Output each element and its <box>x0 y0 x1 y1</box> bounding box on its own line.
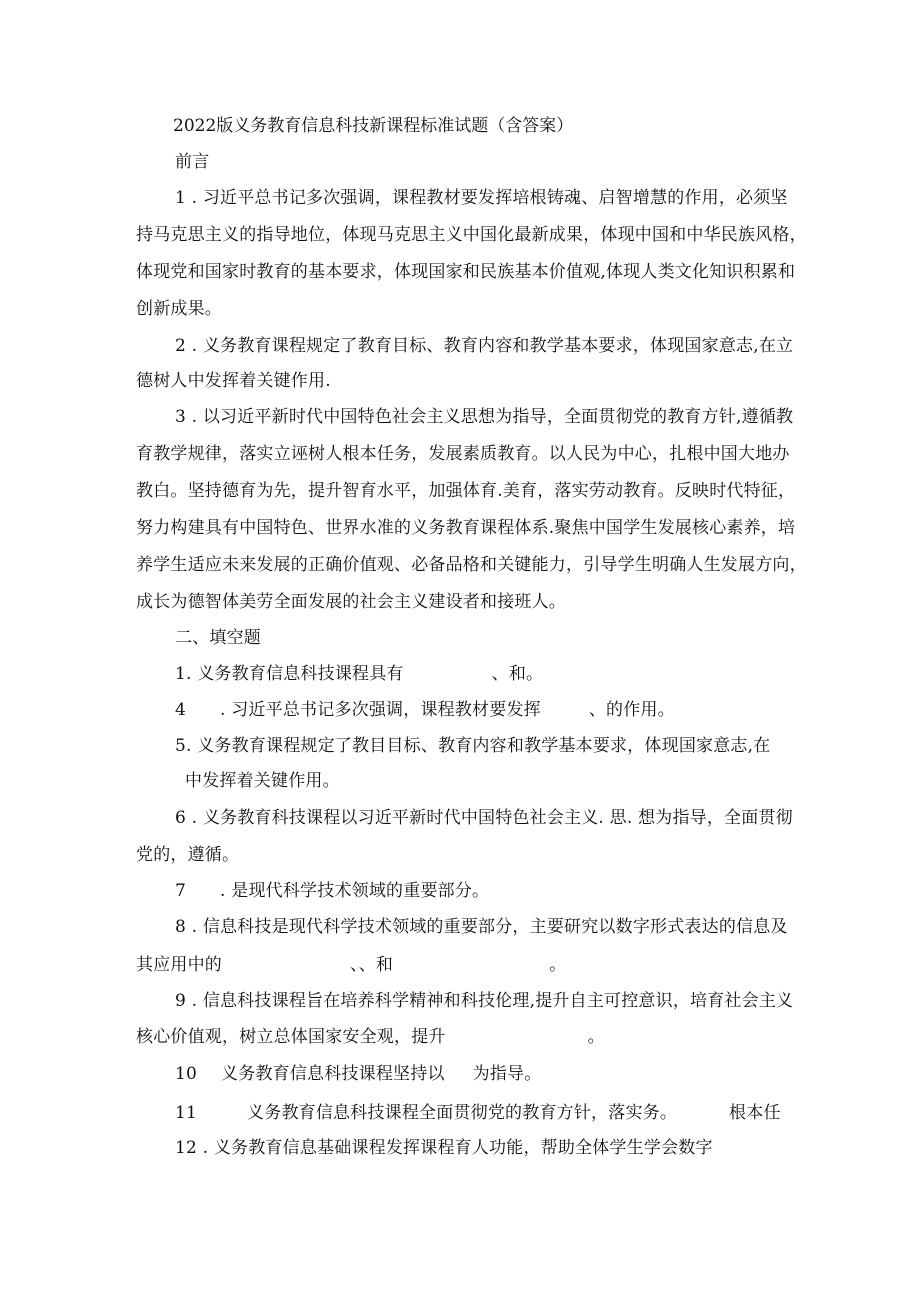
preface-p1-line4: 创新成果。 <box>136 299 222 319</box>
preface-p3-line5: 养学生适应未来发展的正确价值观、必备品格和关键能力，引导学生明确人生发展方向， <box>136 555 807 575</box>
question-8-line1: 8 . 信息科技是现代科学技术领域的重要部分，主要研究以数字形式表达的信息及 <box>175 917 788 937</box>
preface-p3-line1: 3 . 以习近平新时代中国特色社会主义思想为指导，全面贯彻党的教育方针,遵循教 <box>175 407 794 427</box>
question-11-number: 11 <box>175 1103 198 1123</box>
question-9-line1: 9 . 信息科技课程旨在培养科学精神和科技伦理,提升自主可控意识，培育社会主义 <box>175 991 794 1011</box>
preface-p1-line3: 体现党和国家时教育的基本要求，体现国家和民族基本价值观,体现人类文化知识积累和 <box>136 262 796 282</box>
question-8-middle: 、、和 <box>350 955 394 975</box>
question-9-text: 核心价值观，树立总体国家安全观，提升 <box>136 1027 446 1047</box>
question-6-line2: 党的，遵循。 <box>136 845 240 865</box>
document-title: 2022版义务教育信息科技新课程标准试题（含答案） <box>173 116 574 136</box>
question-5-line1: 5. 义务教育课程规定了教目目标、教育内容和教学基本要求，体现国家意志,在 <box>175 736 771 756</box>
question-7-text: . 是现代科学技术领域的重要部分。 <box>220 881 490 901</box>
question-9-line2 <box>136 1027 605 1047</box>
preface-p3-line4: 努力构建具有中国特色、世界水准的义务教育课程体系.聚焦中国学生发展核心素养，培 <box>136 518 796 538</box>
question-8-line2 <box>136 955 566 975</box>
preface-p1-line1: 1 . 习近平总书记多次强调，课程教材要发挥培根铸魂、启智增慧的作用，必须坚 <box>175 188 788 208</box>
question-5-line2: 中发挥着关键作用。 <box>185 771 340 791</box>
question-4-tail: 、的作用。 <box>588 700 675 720</box>
question-10-text: 义务教育信息科技课程坚持以 <box>221 1064 445 1084</box>
preface-heading: 前言 <box>175 152 210 172</box>
question-8-end: 。 <box>549 955 567 975</box>
question-7-number: 7 <box>175 881 187 901</box>
question-10 <box>175 1064 541 1084</box>
preface-p1-line2: 持马克思主义的指导地位，体现马克思主义中国化最新成果，体现中国和中华民族风格， <box>136 225 807 245</box>
question-11-tail: 根本任 <box>729 1103 781 1123</box>
section2-heading: 二、填空题 <box>175 628 261 648</box>
question-11-text: 义务教育信息科技课程全面贯彻党的教育方针，落实务。 <box>247 1103 678 1123</box>
question-4-text: . 习近平总书记多次强调，课程教材要发挥 <box>220 700 541 720</box>
question-4-number: 4 <box>175 700 187 720</box>
question-8-text: 其应用中的 <box>136 955 222 975</box>
question-10-tail: 为指导。 <box>472 1064 542 1084</box>
question-1 <box>175 664 543 684</box>
question-9-end: 。 <box>587 1027 605 1047</box>
question-10-number: 10 <box>175 1064 198 1084</box>
preface-p2-line1: 2 . 义务教育课程规定了教育目标、教育内容和教学基本要求，体现国家意志,在立 <box>175 336 794 356</box>
question-11 <box>175 1103 781 1123</box>
question-7 <box>175 881 489 901</box>
question-1-tail: 、和。 <box>491 664 544 684</box>
preface-p3-line2: 育教学规律，落实立诬树人根本任务，发展素质教育。以人民为中心，扎根中国大地办 <box>136 444 790 464</box>
question-1-text: 1. 义务教育信息科技课程具有 <box>175 664 404 684</box>
preface-p3-line6: 成长为德智体美劳全面发展的社会主义建设者和接班人。 <box>136 592 566 612</box>
preface-p2-line2: 德树人中发挥着关键作用. <box>136 371 331 391</box>
question-4 <box>175 700 675 720</box>
preface-p3-line3: 教白。坚持德育为先，提升智育水平，加强体育.美育，落实劳动教育。反映时代特征， <box>136 481 796 501</box>
question-12: 12 . 义务教育信息基础课程发挥课程育人功能，帮助全体学生学会数字 <box>175 1138 713 1158</box>
question-6-line1: 6 . 义务教育科技课程以习近平新时代中国特色社会主义. 思. 想为指导，全面贯彻 <box>175 808 793 828</box>
